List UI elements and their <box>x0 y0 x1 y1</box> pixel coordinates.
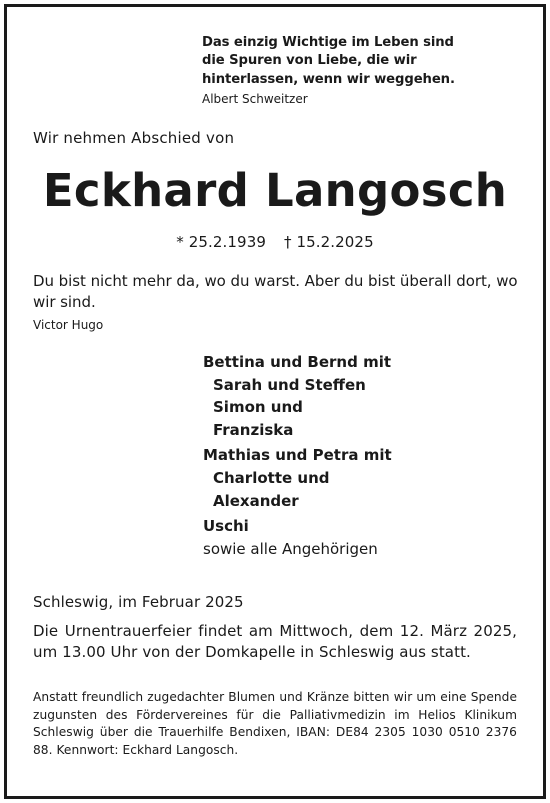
memorial-quote: Du bist nicht mehr da, wo du warst. Aber du bist überall dort, wo wir sind. <box>33 272 518 311</box>
death-date: † 15.2.2025 <box>284 233 374 251</box>
mourner-member: Sarah und Steffen <box>213 375 366 394</box>
motto-quote <box>202 34 522 89</box>
mourner-member: Simon und <box>213 398 303 417</box>
mourner-member: Franziska <box>213 420 294 439</box>
life-dates <box>0 232 550 252</box>
donation-request: Anstatt freundlich zugedachter Blumen und Kränze bitten wir um eine Spende zugunsten des Fördervereines für die Palliativmedizin im Helios Klinikum Schleswig über die Trauerhilfe Bendixen, IBAN: DE84 2305 1030 0510 2376 88. Kennwort: Eckhard Langosch. <box>33 690 517 757</box>
place-date: Schleswig, im Februar 2025 <box>33 593 244 611</box>
intro-text: Wir nehmen Abschied von <box>33 129 235 147</box>
mourner-group-lead: Mathias und Petra mit <box>203 446 392 465</box>
birth-date: * 25.2.1939 <box>176 233 266 251</box>
ceremony-info: Die Urnentrauerfeier findet am Mittwoch, dem 12. März 2025, um 13.00 Uhr von der Domkapelle in Schleswig aus statt. <box>33 622 517 661</box>
mourner-member: Charlotte und <box>213 468 330 487</box>
motto-line: hinterlassen, wenn wir weggehen. <box>202 71 455 87</box>
mourners-list <box>203 351 523 560</box>
motto-author: Albert Schweitzer <box>202 92 308 106</box>
mourner-closing: sowie alle Angehörigen <box>203 539 378 558</box>
mourner-group-lead: Uschi <box>203 517 249 536</box>
mourner-member: Alexander <box>213 491 299 510</box>
mourner-group-lead: Bettina und Bernd mit <box>203 353 392 371</box>
deceased-name: Eckhard Langosch <box>42 164 508 217</box>
motto-line: die Spuren von Liebe, die wir <box>202 53 417 69</box>
motto-line: Das einzig Wichtige im Leben sind <box>202 35 454 50</box>
quote-author: Victor Hugo <box>33 318 104 332</box>
